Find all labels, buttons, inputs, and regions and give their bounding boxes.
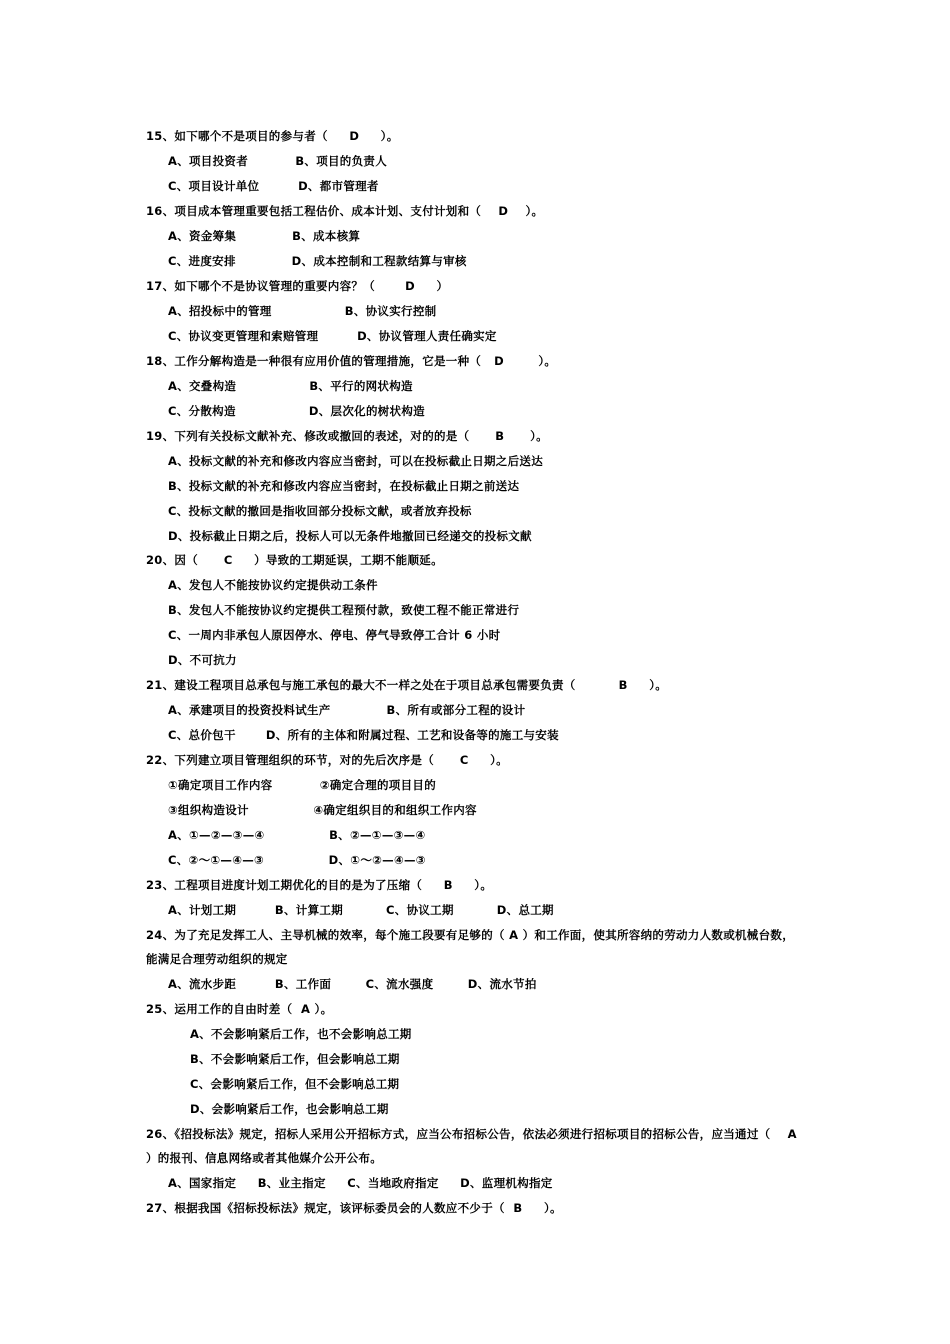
q20-option-b: B、发包人不能按协议约定提供工程预付款，致使工程不能正常进行 [168,603,520,617]
q16-options-ab: A、资金筹集 B、成本核算 [168,229,361,243]
q15-options-cd: C、项目设计单位 D、都市管理者 [168,179,379,193]
question-17: 17、如下哪个不是协议管理的重要内容？（ D ） [146,279,449,293]
question-23: 23、工程项目进度计划工期优化的目的是为了压缩（ B ）。 [146,878,493,892]
q19-option-c: C、投标文献的撤回是指收回部分投标文献，或者放弃投标 [168,504,472,518]
q21-options-ab: A、承建项目的投资投料试生产 B、所有或部分工程的设计 [168,703,526,717]
q19-option-b: B、投标文献的补充和修改内容应当密封，在投标截止日期之前送达 [168,479,520,493]
question-22: 22、下列建立项目管理组织的环节，对的先后次序是（ C ）。 [146,753,508,767]
question-19: 19、下列有关投标文献补充、修改或撤回的表述，对的的是（ B ）。 [146,429,548,443]
q17-options-cd: C、协议变更管理和索赔管理 D、协议管理人责任确实定 [168,329,497,343]
q24-options: A、流水步距 B、工作面 C、流水强度 D、流水节拍 [168,977,537,991]
q22-options-ab: A、①—②—③—④ B、②—①—③—④ [168,828,426,842]
question-26-cont: ）的报刊、信息网络或者其他媒介公开公布。 [146,1151,382,1165]
q19-option-a: A、投标文献的补充和修改内容应当密封，可以在投标截止日期之后送达 [168,454,543,468]
q22-options-cd: C、②～①—④—③ D、①～②—④—③ [168,853,426,867]
q22-steps-34: ③组织构造设计 ④确定组织目的和组织工作内容 [168,803,477,817]
question-16: 16、项目成本管理重要包括工程估价、成本计划、支付计划和（ D ）。 [146,204,544,218]
q20-option-d: D、不可抗力 [168,653,237,667]
question-20: 20、因（ C ）导致的工期延误，工期不能顺延。 [146,553,443,567]
q15-options-ab: A、项目投资者 B、项目的负责人 [168,154,388,168]
q26-options: A、国家指定 B、业主指定 C、当地政府指定 D、监理机构指定 [168,1176,553,1190]
q25-option-c: C、会影响紧后工作，但不会影响总工期 [190,1077,400,1091]
question-15: 15、如下哪个不是项目的参与者（ D ）。 [146,129,399,143]
q22-steps-12: ①确定项目工作内容 ②确定合理的项目目的 [168,778,437,792]
question-24-cont: 能满足合理劳动组织的规定 [146,952,288,966]
q16-options-cd: C、进度安排 D、成本控制和工程款结算与审核 [168,254,467,268]
q20-option-c: C、一周内非承包人原因停水、停电、停气导致停工合计 6 小时 [168,628,501,642]
q18-options-cd: C、分散构造 D、层次化的树状构造 [168,404,425,418]
q19-option-d: D、投标截止日期之后，投标人可以无条件地撤回已经递交的投标文献 [168,529,532,543]
q25-option-d: D、会影响紧后工作，也会影响总工期 [190,1102,389,1116]
q25-option-b: B、不会影响紧后工作，但会影响总工期 [190,1052,400,1066]
q17-options-ab: A、招投标中的管理 B、协议实行控制 [168,304,437,318]
question-26: 26、《招投标法》规定，招标人采用公开招标方式，应当公布招标公告，依法必须进行招标项目的招标公告，应当通过（ A [146,1127,797,1141]
q20-option-a: A、发包人不能按协议约定提供动工条件 [168,578,378,592]
q18-options-ab: A、交叠构造 B、平行的网状构造 [168,379,413,393]
question-25: 25、运用工作的自由时差（ A ）。 [146,1002,333,1016]
question-27: 27、根据我国《招标投标法》规定，该评标委员会的人数应不少于（ B ）。 [146,1201,562,1215]
q25-option-a: A、不会影响紧后工作，也不会影响总工期 [190,1027,412,1041]
q23-options: A、计划工期 B、计算工期 C、协议工期 D、总工期 [168,903,554,917]
question-21: 21、建设工程项目总承包与施工承包的最大不一样之处在于项目总承包需要负责（ B ）。 [146,678,668,692]
question-24: 24、为了充足发挥工人、主导机械的效率，每个施工段要有足够的（ A ）和工作面，使其所容纳的劳动力人数或机械台数， [146,928,795,942]
question-18: 18、工作分解构造是一种很有应用价值的管理措施，它是一种（ D ）。 [146,354,557,368]
q21-options-cd: C、总价包干 D、所有的主体和附属过程、工艺和设备等的施工与安装 [168,728,559,742]
